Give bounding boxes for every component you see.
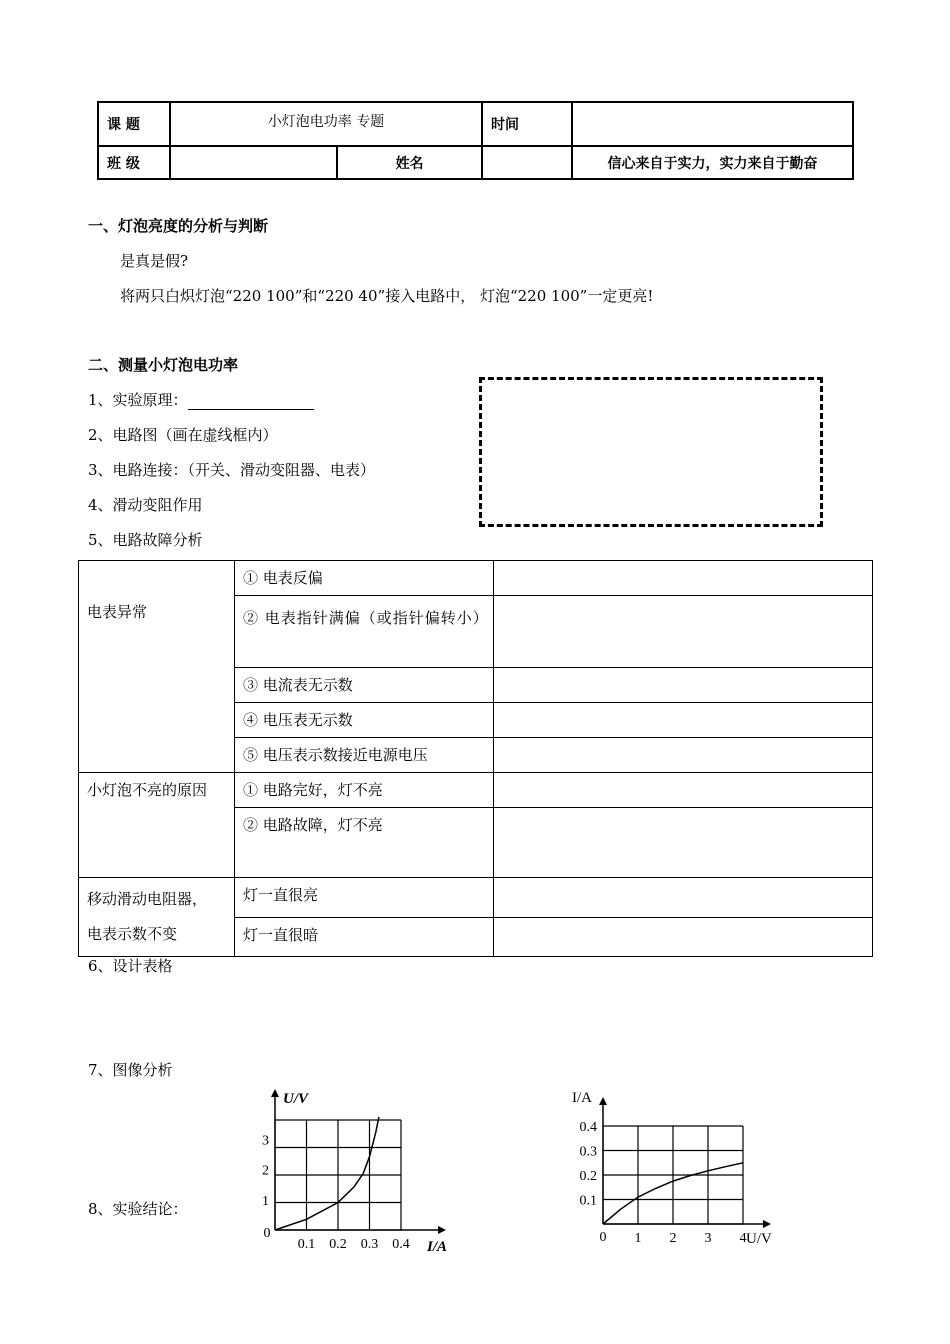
motto: 信心来自于实力，实力来自于勤奋 bbox=[572, 146, 853, 179]
item-principle bbox=[88, 389, 314, 410]
x-tick-label: 0.3 bbox=[360, 1237, 379, 1252]
y-axis-label: U/V bbox=[283, 1091, 309, 1107]
answer-cell[interactable] bbox=[494, 917, 873, 957]
section2-title: 二、测量小灯泡电功率 bbox=[88, 356, 239, 374]
y-tick-label: 0.3 bbox=[579, 1144, 597, 1160]
answer-cell[interactable] bbox=[494, 703, 873, 738]
item-fault-analysis: 5、电路故障分析 bbox=[88, 531, 203, 549]
item-design-table: 6、设计表格 bbox=[88, 957, 173, 975]
time-value[interactable] bbox=[572, 102, 853, 146]
y-tick-label: 0.1 bbox=[579, 1193, 597, 1209]
y-tick-label: 3 bbox=[262, 1133, 269, 1149]
x-axis-arrow bbox=[438, 1226, 446, 1234]
item-principle-label: 1、实验原理： bbox=[88, 391, 188, 409]
y-tick-label: 0.2 bbox=[579, 1169, 597, 1184]
item-circuit-diagram: 2、电路图（画在虚线框内） bbox=[88, 426, 278, 444]
x-axis-arrow bbox=[763, 1220, 771, 1228]
answer-cell[interactable] bbox=[494, 808, 873, 878]
group3-line2: 电表示数不变 bbox=[87, 925, 178, 943]
x-tick-label: 2 bbox=[669, 1231, 677, 1246]
answer-cell[interactable] bbox=[494, 738, 873, 773]
fault-table bbox=[78, 560, 873, 957]
time-label: 时间 bbox=[482, 102, 572, 146]
answer-cell[interactable] bbox=[494, 668, 873, 703]
class-label: 班 级 bbox=[98, 146, 170, 179]
topic-value: 小灯泡电功率 专题 bbox=[170, 102, 482, 146]
name-value[interactable] bbox=[482, 146, 572, 179]
y-tick-label: 1 bbox=[262, 1193, 269, 1209]
group3-line1: 移动滑动电阻器， bbox=[87, 890, 208, 908]
fault-row: ⑤ 电压表示数接近电源电压 bbox=[235, 738, 494, 773]
fault-row: ③ 电流表无示数 bbox=[235, 668, 494, 703]
circuit-drawing-box[interactable] bbox=[479, 377, 823, 527]
item-graph-analysis: 7、图像分析 bbox=[88, 1061, 173, 1079]
x-tick-label: 4 bbox=[739, 1231, 747, 1246]
y-tick-label: 0.4 bbox=[579, 1120, 597, 1135]
chart-i-u bbox=[560, 1085, 790, 1260]
group-bulb-not-lit: 小灯泡不亮的原因 bbox=[79, 773, 235, 878]
origin-label: 0 bbox=[263, 1226, 271, 1241]
y-axis-arrow bbox=[271, 1089, 279, 1097]
topic-label: 课 题 bbox=[98, 102, 170, 146]
answer-cell[interactable] bbox=[494, 878, 873, 918]
fault-row: ④ 电压表无示数 bbox=[235, 703, 494, 738]
answer-cell[interactable] bbox=[494, 773, 873, 808]
x-axis-label: U/V bbox=[746, 1231, 772, 1247]
class-value[interactable] bbox=[170, 146, 337, 179]
y-tick-label: 2 bbox=[262, 1163, 269, 1179]
origin-label: 0 bbox=[599, 1230, 607, 1245]
fault-row: ① 电表反偏 bbox=[235, 561, 494, 596]
principle-blank[interactable] bbox=[188, 391, 314, 410]
fault-row: 灯一直很亮 bbox=[235, 878, 494, 918]
y-axis-label: I/A bbox=[572, 1090, 592, 1106]
chart-u-i bbox=[255, 1085, 465, 1260]
header-table bbox=[97, 101, 854, 180]
section1-statement: 将两只白炽灯泡“220 100”和“220 40”接入电路中， 灯泡“220 100”一定更亮! bbox=[120, 287, 654, 305]
answer-cell[interactable] bbox=[494, 561, 873, 596]
section1-title: 一、灯泡亮度的分析与判断 bbox=[88, 217, 269, 235]
x-tick-label: 0.2 bbox=[329, 1237, 347, 1252]
x-tick-label: 0.4 bbox=[392, 1237, 410, 1252]
x-tick-label: 0.1 bbox=[297, 1237, 316, 1252]
item-circuit-connection: 3、电路连接：（开关、滑动变阻器、电表） bbox=[88, 461, 376, 479]
fault-row: 灯一直很暗 bbox=[235, 917, 494, 957]
section1-question: 是真是假? bbox=[120, 252, 189, 270]
fault-row: ② 电路故障，灯不亮 bbox=[235, 808, 494, 878]
group-meter-abnormal: 电表异常 bbox=[79, 561, 235, 773]
item-rheostat-role: 4、滑动变阻作用 bbox=[88, 496, 203, 514]
group-rheostat-no-change bbox=[79, 878, 235, 957]
item-conclusion: 8、实验结论： bbox=[88, 1200, 188, 1218]
x-tick-label: 1 bbox=[634, 1231, 642, 1246]
fault-row: ① 电路完好，灯不亮 bbox=[235, 773, 494, 808]
y-axis-arrow bbox=[599, 1097, 607, 1105]
x-axis-label: I/A bbox=[427, 1239, 448, 1255]
name-label: 姓名 bbox=[337, 146, 482, 179]
fault-row: ② 电表指针满偏（或指针偏转小） bbox=[235, 596, 494, 668]
data-curve bbox=[275, 1117, 379, 1230]
answer-cell[interactable] bbox=[494, 596, 873, 668]
x-tick-label: 3 bbox=[704, 1231, 712, 1246]
